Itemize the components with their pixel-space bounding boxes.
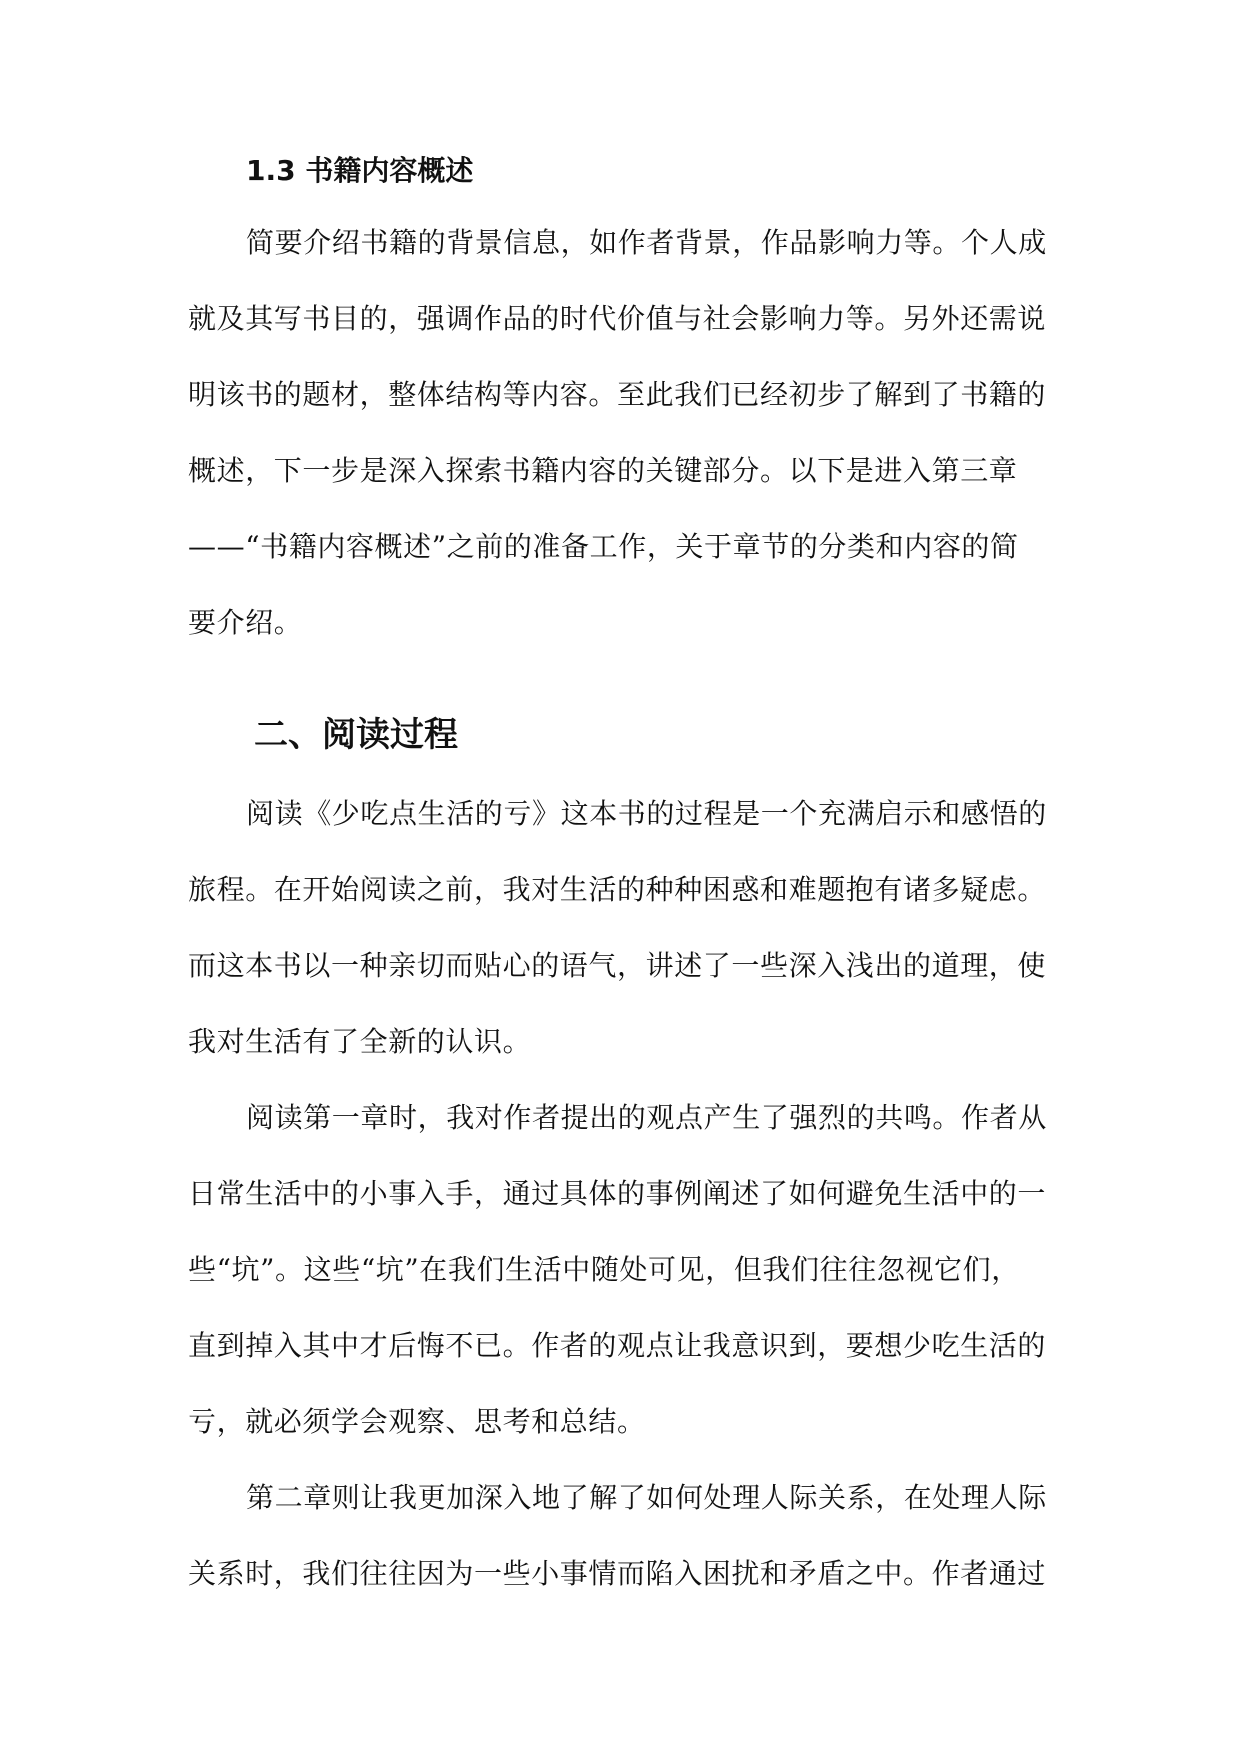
- paragraph-line: ——“书籍内容概述”之前的准备工作，关于章节的分类和内容的简: [188, 530, 1019, 563]
- paragraph-line: 旅程。在开始阅读之前，我对生活的种种困惑和难题抱有诸多疑虑。: [188, 873, 1047, 906]
- paragraph-line: 阅读《少吃点生活的亏》这本书的过程是一个充满启示和感悟的: [246, 797, 1047, 830]
- paragraph-line: 阅读第一章时，我对作者提出的观点产生了强烈的共鸣。作者从: [246, 1101, 1047, 1134]
- paragraph-line: 明该书的题材，整体结构等内容。至此我们已经初步了解到了书籍的: [188, 378, 1047, 411]
- paragraph-line: 要介绍。: [188, 606, 303, 639]
- section-heading-1-3: 1.3 书籍内容概述: [246, 154, 474, 187]
- paragraph-line: 而这本书以一种亲切而贴心的语气，讲述了一些深入浅出的道理，使: [188, 949, 1047, 982]
- paragraph-line: 就及其写书目的，强调作品的时代价值与社会影响力等。另外还需说: [188, 302, 1047, 335]
- paragraph-line: 亏，就必须学会观察、思考和总结。: [188, 1405, 646, 1438]
- paragraph-line: 我对生活有了全新的认识。: [188, 1025, 532, 1058]
- paragraph-line: 简要介绍书籍的背景信息，如作者背景，作品影响力等。个人成: [246, 226, 1047, 259]
- paragraph-line: 关系时，我们往往因为一些小事情而陷入困扰和矛盾之中。作者通过: [188, 1557, 1047, 1590]
- paragraph-line: 些“坑”。这些“坑”在我们生活中随处可见，但我们往往忽视它们，: [188, 1253, 1020, 1286]
- section-heading-2: 二、阅读过程: [254, 715, 458, 755]
- paragraph-line: 直到掉入其中才后悔不已。作者的观点让我意识到，要想少吃生活的: [188, 1329, 1047, 1362]
- paragraph-line: 第二章则让我更加深入地了解了如何处理人际关系，在处理人际: [246, 1481, 1047, 1514]
- paragraph-line: 日常生活中的小事入手，通过具体的事例阐述了如何避免生活中的一: [188, 1177, 1047, 1210]
- paragraph-line: 概述，下一步是深入探索书籍内容的关键部分。以下是进入第三章: [188, 454, 1018, 487]
